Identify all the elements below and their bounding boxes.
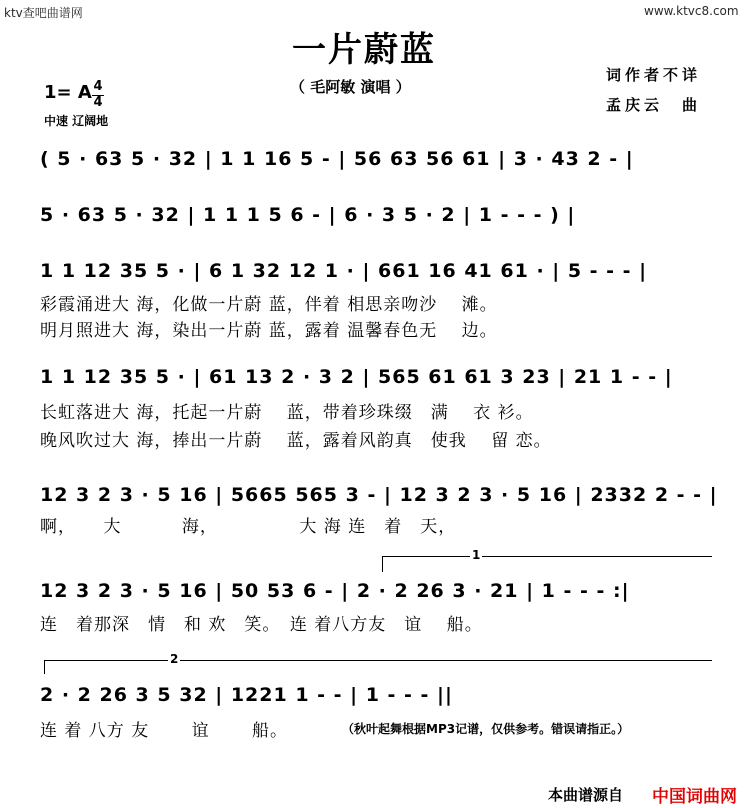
volta-2-start <box>44 660 45 674</box>
notation-row-2: 5 · 63 5 · 32 | 1 1 1 5 6 - | 6 · 3 5 · 2 | 1 - - - ) | <box>40 204 576 226</box>
watermark-left: ktv查吧曲谱网 <box>4 6 83 20</box>
notation-row-5: 12 3 2 3 · 5 16 | 5665 565 3 - | 12 3 2 3 · 5 16 | 2332 2 - - | <box>40 484 718 506</box>
song-title: 一片蔚蓝 <box>292 30 436 70</box>
notation-row-6: 12 3 2 3 · 5 16 | 50 53 6 - | 2 · 2 26 3 · 21 | 1 - - - :| <box>40 580 630 602</box>
key-signature: 1= A <box>44 82 92 103</box>
volta-2-label: 2 <box>170 652 179 666</box>
meter-bottom: 4 <box>93 95 103 110</box>
lyric-row-3-verse-1: 彩霞涌进大 海，化做一片蔚 蓝，伴着 相思亲吻沙 滩。 <box>40 295 498 315</box>
watermark-right: www.ktvc8.com <box>644 4 739 18</box>
notation-row-1: ( 5 · 63 5 · 32 | 1 1 16 5 - | 56 63 56 61 | 3 · 43 2 - | <box>40 148 634 170</box>
transcription-note: （秋叶起舞根据MP3记谱，仅供参考。错误请指正。） <box>342 722 630 736</box>
lyric-row-4-verse-2: 晚风吹过大 海，捧出一片蔚 蓝，露着风韵真 使我 留 恋。 <box>40 431 552 451</box>
notation-row-7: 2 · 2 26 3 5 32 | 1221 1 - - | 1 - - - || <box>40 684 453 706</box>
footer-source-label: 本曲谱源自 <box>548 786 624 804</box>
meter-top: 4 <box>93 79 103 94</box>
lyric-row-7: 连 着 八方 友 谊 船。 <box>40 721 289 741</box>
footer-site-name[interactable]: 中国词曲网 <box>652 787 737 807</box>
lyric-row-5: 啊， 大 海， 大 海 连 着 天， <box>40 517 457 537</box>
volta-1-label: 1 <box>472 548 481 562</box>
notation-row-4: 1 1 12 35 5 · | 61 13 2 · 3 2 | 565 61 61 3 23 | 21 1 - - | <box>40 366 673 388</box>
volta-1-start <box>382 556 383 572</box>
singer-line: （ 毛阿敏 演唱 ） <box>290 78 411 96</box>
tempo-marking: 中速 辽阔地 <box>44 114 109 128</box>
lyric-row-6: 连 着那深 情 和 欢 笑。 连 着八方友 谊 船。 <box>40 615 483 635</box>
composer: 孟庆云 曲 <box>606 96 702 114</box>
volta-2-line <box>44 660 712 661</box>
lyricist: 词作者不详 <box>606 66 702 84</box>
volta-1-line <box>382 556 712 557</box>
notation-row-3: 1 1 12 35 5 · | 6 1 32 12 1 · | 661 16 41 61 · | 5 - - - | <box>40 260 648 282</box>
lyric-row-3-verse-2: 明月照进大 海，染出一片蔚 蓝，露着 温馨春色无 边。 <box>40 321 498 341</box>
lyric-row-4-verse-1: 长虹落进大 海，托起一片蔚 蓝，带着珍珠缀 满 衣 衫。 <box>40 403 534 423</box>
